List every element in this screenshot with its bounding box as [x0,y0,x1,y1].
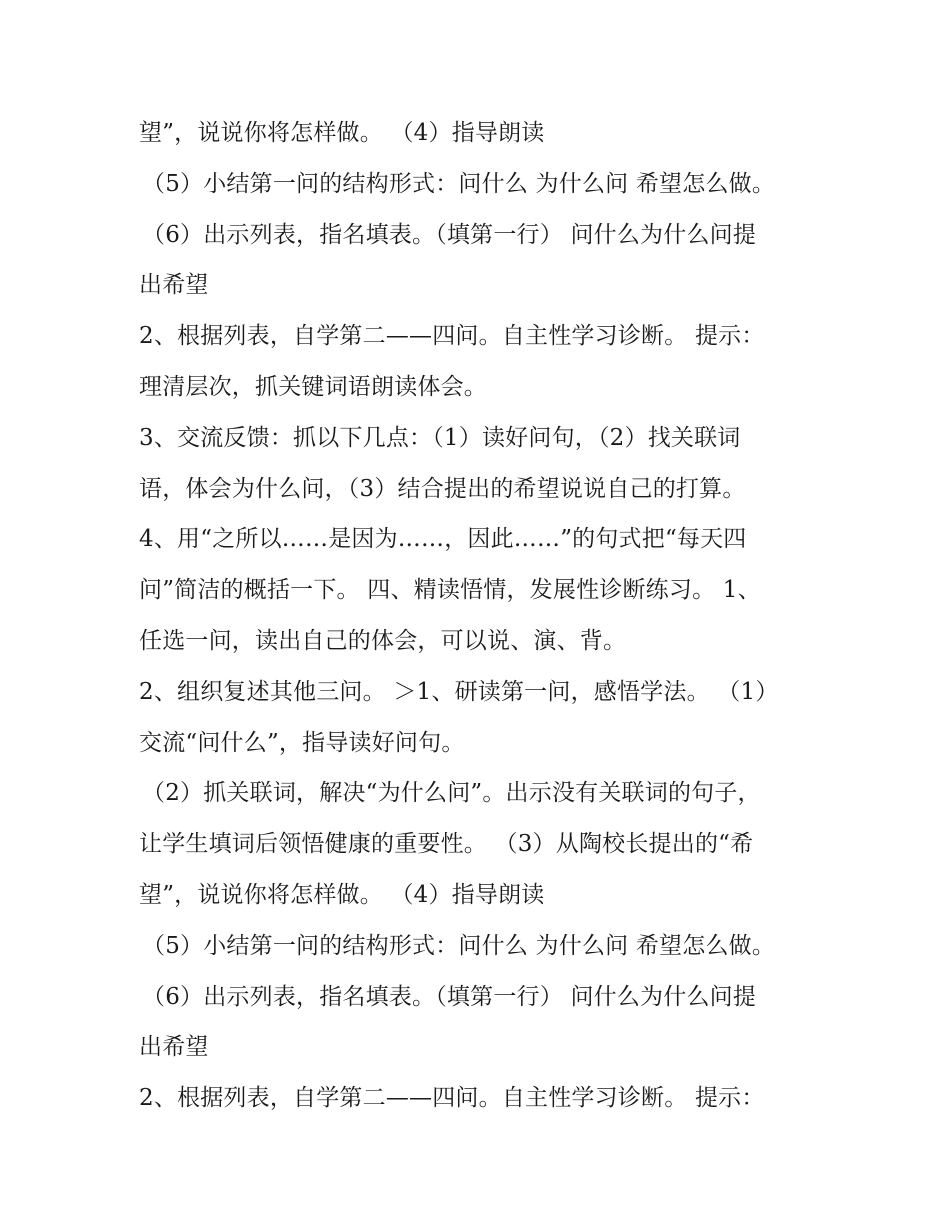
text-line: 3、交流反馈：抓以下几点：（1）读好问句，（2）找关联词 [139,424,741,451]
text-line: 2、根据列表，自学第二——四问。自主性学习诊断。 提示： [139,323,765,350]
text-line: 理清层次，抓关键词语朗读体会。 [139,373,487,400]
text-line: （5）小结第一问的结构形式：问什么 为什么问 希望怎么做。 [142,932,776,959]
text-line: 4、用“之所以……是因为……，因此……”的句式把“每天四 [139,526,747,553]
text-line: 语，体会为什么问，（3）结合提出的希望说说自己的打算。 [139,475,746,502]
text-line: 出希望 [139,1034,209,1061]
text-line: 问”简洁的概括一下。 四、精读悟情，发展性诊断练习。 1、 [139,577,761,604]
text-line: 出希望 [139,272,209,299]
text-line: （5）小结第一问的结构形式：问什么 为什么问 希望怎么做。 [142,170,776,197]
text-line: 望”，说说你将怎样做。 （4）指导朗读 [139,120,545,146]
text-line: 让学生填词后领悟健康的重要性。 （3）从陶校长提出的“希 [139,831,754,858]
text-line: 望”，说说你将怎样做。 （4）指导朗读 [139,881,545,908]
text-line: （6）出示列表，指名填表。（填第一行） 问什么为什么问提 [142,983,757,1010]
text-line: 2、组织复述其他三问。 ＞1、研读第一问，感悟学法。 （1） [139,678,779,705]
text-line: （2）抓关联词，解决“为什么问”。出示没有关联词的句子， [142,780,761,807]
text-line: （6）出示列表，指名填表。（填第一行） 问什么为什么问提 [142,221,757,248]
document-body [139,108,819,1124]
text-line: 2、根据列表，自学第二——四问。自主性学习诊断。 提示： [139,1085,765,1112]
text-line: 交流“问什么”，指导读好问句。 [139,729,465,756]
text-line: 任选一问，读出自己的体会，可以说、演、背。 [139,627,627,654]
